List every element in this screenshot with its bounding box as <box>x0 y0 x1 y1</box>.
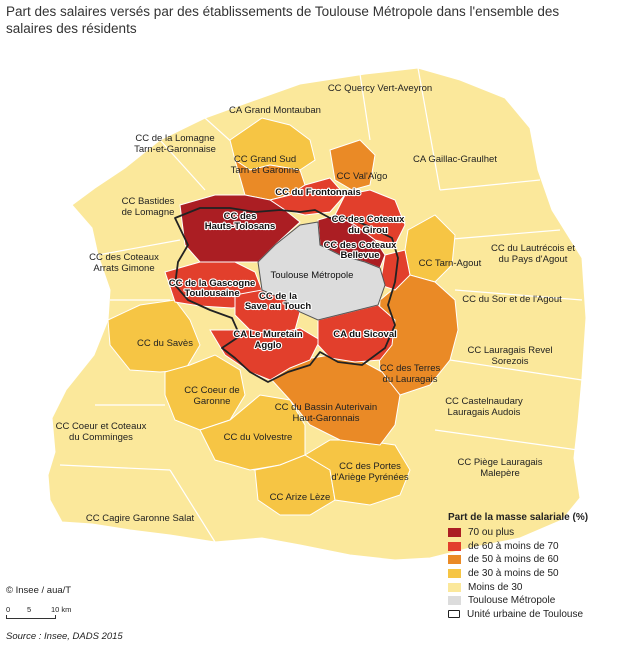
label-grand-sud-2: Tarn et Garonne <box>230 165 300 176</box>
label-cagire: CC Cagire Garonne Salat <box>85 513 195 524</box>
legend-label: de 60 à moins de 70 <box>468 540 559 552</box>
label-gascogne-2: Toulousaine <box>184 288 240 299</box>
label-coteaux-arrats-1: CC des Coteaux <box>89 252 159 263</box>
label-lauragais-revel-2: Sorezois <box>491 356 529 367</box>
credit: © Insee / aua/T <box>6 585 72 596</box>
label-save-touch-2: Save au Touch <box>244 301 312 312</box>
label-lautrecois-1: CC du Lautrécois et <box>491 243 575 254</box>
legend-label: Moins de 30 <box>468 581 523 593</box>
legend-swatch <box>448 528 461 537</box>
label-quercy: CC Quercy Vert-Aveyron <box>327 83 433 94</box>
label-coteaux-arrats-2: Arrats Gimone <box>93 263 155 274</box>
label-portes-ariege-1: CC des Portes <box>339 461 401 472</box>
legend-item <box>448 594 624 608</box>
label-coteaux-bellevue-1: CC des Coteaux <box>323 240 397 251</box>
label-gaillac: CA Gaillac-Graulhet <box>413 154 497 165</box>
legend-item <box>448 553 624 567</box>
legend-item <box>448 567 624 581</box>
legend-item <box>448 526 624 540</box>
label-bassin-auterivain-2: Haut-Garonnais <box>292 413 360 424</box>
legend-label: Unité urbaine de Toulouse <box>467 608 584 620</box>
label-hauts-tolosans-2: Hauts-Tolosans <box>204 221 276 232</box>
label-bastides-2: de Lomagne <box>121 207 175 218</box>
label-coteaux-girou-1: CC des Coteaux <box>331 214 405 225</box>
label-val-aigo: CC Val'Aïgo <box>336 171 388 182</box>
scale-bar <box>6 605 76 619</box>
label-volvestre: CC du Volvestre <box>223 432 293 443</box>
legend-label: de 50 à moins de 60 <box>468 554 559 566</box>
label-lautrecois-2: du Pays d'Agout <box>498 254 568 265</box>
scale-label: 5 <box>27 605 32 614</box>
legend-item <box>448 540 624 554</box>
legend-swatch <box>448 569 461 578</box>
label-castelnaudary-1: CC Castelnaudary <box>445 396 523 407</box>
label-coteaux-bellevue-2: Bellevue <box>340 250 380 261</box>
label-grand-sud-1: CC Grand Sud <box>233 154 297 165</box>
legend-swatch <box>448 555 461 564</box>
label-piege-1: CC Piège Lauragais <box>457 457 543 468</box>
legend-label: 70 ou plus <box>468 527 515 539</box>
label-bastides-1: CC Bastides <box>121 196 175 207</box>
label-frontonnais: CC du Frontonnais <box>275 187 361 198</box>
label-hauts-tolosans-1: CC des <box>223 211 257 222</box>
label-sicoval: CA du Sicoval <box>333 329 397 340</box>
legend-label: de 30 à moins de 50 <box>468 568 559 580</box>
legend-outline-swatch <box>448 610 460 618</box>
legend-swatch <box>448 583 461 592</box>
label-piege-2: Malepère <box>480 468 520 479</box>
label-toulouse-metropole: Toulouse Métropole <box>270 270 354 281</box>
label-coeur-comminges-1: CC Coeur et Coteaux <box>55 421 147 432</box>
legend-swatch <box>448 596 461 605</box>
label-lomagne-2: Tarn-et-Garonnaise <box>134 144 216 155</box>
label-bassin-auterivain-1: CC du Bassin Auterivain <box>274 402 378 413</box>
legend-swatch <box>448 542 461 551</box>
label-save-touch-1: CC de la <box>258 291 298 302</box>
label-coeur-garonne-2: Garonne <box>193 396 231 407</box>
legend-title: Part de la masse salariale (%) <box>448 512 589 523</box>
label-terres-lauragais-1: CC des Terres <box>379 363 441 374</box>
label-lauragais-revel-1: CC Lauragais Revel <box>467 345 553 356</box>
map-title: Part des salaires versés par des établissements de Toulouse Métropole dans l'ensemble des salaires des résidents <box>6 4 560 36</box>
legend-item <box>448 580 624 594</box>
label-sor-agout: CC du Sor et de l'Agout <box>462 294 562 305</box>
scale-label: 10 km <box>51 605 72 614</box>
label-lomagne-1: CC de la Lomagne <box>135 133 215 144</box>
legend-label: Toulouse Métropole <box>468 595 556 607</box>
label-terres-lauragais-2: du Lauragais <box>382 374 438 385</box>
label-coteaux-girou-2: du Girou <box>348 225 388 236</box>
label-coeur-comminges-2: du Comminges <box>69 432 133 443</box>
legend-item <box>448 608 624 622</box>
scale-line <box>6 615 56 619</box>
label-muretain-2: Agglo <box>254 340 282 351</box>
source-note: Source : Insee, DADS 2015 <box>6 631 123 642</box>
scale-label: 0 <box>6 605 11 614</box>
scale-labels <box>6 605 76 614</box>
label-gascogne-1: CC de la Gascogne <box>168 278 256 289</box>
legend <box>448 512 624 621</box>
label-saves: CC du Savès <box>137 338 193 349</box>
label-montauban: CA Grand Montauban <box>229 105 321 116</box>
label-castelnaudary-2: Lauragais Audois <box>447 407 521 418</box>
label-muretain-1: CA Le Muretain <box>233 329 303 340</box>
label-portes-ariege-2: d'Ariège Pyrénées <box>331 472 409 483</box>
label-arize-leze: CC Arize Lèze <box>269 492 331 503</box>
label-tarn-agout: CC Tarn-Agout <box>418 258 482 269</box>
label-coeur-garonne-1: CC Coeur de <box>184 385 240 396</box>
